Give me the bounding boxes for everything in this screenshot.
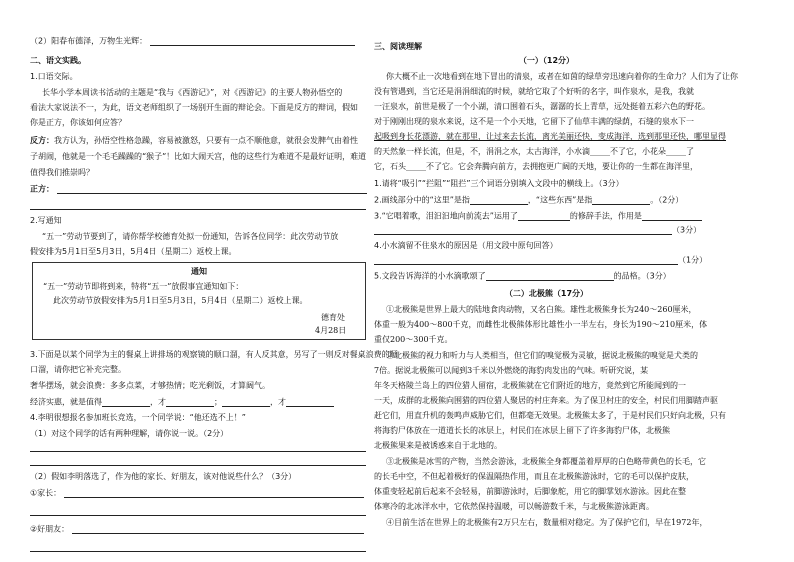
reading-q4-blank[interactable] <box>374 255 678 265</box>
passage-1-line-5: 起吸到身长花漂游，就在那里，让过来去长流，离光美丽还快，变成海洋，选到那里还快，哪里显得 <box>374 132 726 141</box>
zheng-extra-line <box>30 200 366 210</box>
reading-q2 <box>374 195 683 205</box>
passage-1-line-2: 没有管遇到，当它还是涓涓细流的时候，就给它取了个好听的名字，叫作泉水，是我，我就 <box>374 87 694 96</box>
parent-row <box>30 488 364 498</box>
parent-label: ①家长： <box>30 488 62 498</box>
zheng-label: 正方： <box>30 184 54 194</box>
q3-line-4-start: 经济实惠，就是值得 <box>30 397 102 407</box>
article-line-14: 体寒冷的北冰洋水中，它依然保持温暖，可以畅游数千米，与北极熊游泳距离。 <box>374 502 654 511</box>
notice-heading: 通知 <box>191 266 207 276</box>
q3-blank-1[interactable] <box>102 397 150 407</box>
oral-title: 1.口语交际。 <box>30 72 78 81</box>
reading-q3-a: 3.“它唱着歌，泪汩汩地向前流去”运用了 <box>374 211 518 221</box>
fan-argument-line-3: 值得我们推崇吗？ <box>30 168 94 177</box>
section-two-heading: 二、语文实践。 <box>30 56 86 65</box>
reading-q5 <box>374 271 671 281</box>
q3-connector-2: ，才 <box>270 397 286 407</box>
fan-text-1: 我方认为，孙悟空性格急躁，容易被激怒，只要有一点不顺他意，就很会发脾气由着性 <box>54 136 358 145</box>
reading-q4-text: 4.小水滴留不住泉水的原因是（用文段中原句回答） <box>374 241 558 250</box>
reading-q4-cont <box>374 255 707 265</box>
q3-connector-1: ，才 <box>150 397 166 407</box>
section-three-heading: 三、阅读理解 <box>374 42 422 51</box>
reading-q3-cont <box>374 225 701 235</box>
reading-q2-blank-2[interactable] <box>592 195 650 205</box>
reading-q3-c: （3分） <box>672 225 702 235</box>
q4-answer-2[interactable] <box>30 456 366 466</box>
reading-q2-b: ，“这些东西”是指 <box>527 195 593 205</box>
article-line-8: 赶它们，用直升机的轰鸣声威胁它们，但都毫无效果。北极熊太多了，于是村民们只好向北极，只有 <box>374 411 726 420</box>
oral-paragraph-3: 你是正方，你该如何应答？ <box>30 118 126 127</box>
q4-answer-1[interactable] <box>30 442 366 452</box>
q4-sub-2: （2）假如李明落选了，作为他的家长、好朋友，该对他说些什么？（3分） <box>30 472 297 481</box>
article-line-15: ④目前生活在世界上的北极熊有2万只左右，数量相对稳定。为了保护它们，早在1972年， <box>386 518 708 527</box>
article-line-4: ②北极熊的视力和听力与人类相当，但它们的嗅觉极为灵敏，据说北极熊的嗅觉是犬类的 <box>386 351 698 360</box>
part-two-title: （二）北极熊（17分） <box>504 289 589 298</box>
friend-label: ②好朋友： <box>30 524 70 534</box>
passage-1-line-1: 你大概不止一次地看到在地下冒出的清泉，或者在如茵的绿草旁迅速向着你的生命力？人们为了让你 <box>386 72 738 81</box>
q4-line-1: 4.李明很想报名参加班长竞选，一个同学说：“他还选不上！” <box>30 413 246 422</box>
article-line-11: ③北极熊是冰雪的产物，当然会游泳，北极熊全身都覆盖着厚厚的白色略带黄色的长毛，它 <box>386 457 706 466</box>
article-line-13: 体重变轻起前后起来不会轻易，前脚游泳时，后脚象舵，用它的脚掌划水游泳。因此在整 <box>374 487 686 496</box>
q3-line-2: 口溜，请你把它补充完整。 <box>30 365 126 374</box>
reading-q4 <box>374 241 558 251</box>
friend-answer-line-2[interactable] <box>30 542 366 552</box>
parent-row-2 <box>30 506 366 516</box>
poem-question <box>30 36 355 46</box>
friend-row <box>30 524 364 534</box>
article-line-1: ①北极熊是世界上最大的陆地食肉动物，又名白熊。雄性北极熊身长为240～260厘米， <box>386 305 697 314</box>
q3-blank-2[interactable] <box>166 397 214 407</box>
reading-q3-blank-1[interactable] <box>518 211 570 221</box>
article-line-3: 重仅200～300千克。 <box>374 335 453 344</box>
zheng-answer-line-1[interactable] <box>57 184 367 194</box>
zheng-answer-line-2[interactable] <box>30 200 366 210</box>
poem-prompt: （2）阳春布德泽，万物生光辉： <box>30 36 148 46</box>
q4-answer-line-a <box>30 442 366 452</box>
zheng-answer <box>30 184 367 194</box>
friend-answer-line[interactable] <box>72 524 364 534</box>
reading-q2-c: 。（2分） <box>650 195 684 205</box>
parent-answer-line[interactable] <box>64 488 364 498</box>
notice-task-p2: 假安排为5月1日至5月3日，5月4日（星期二）返校上课。 <box>30 247 237 256</box>
article-line-7: 一天，成群的北极熊向围猎的四位猎人聚居的村庄奔来。为了保卫村庄的安全，村民们用脚踏声驱 <box>374 396 718 405</box>
oral-paragraph-1: 长华小学本周读书活动的主题是“我与《西游记》”，对《西游记》的主要人物孙悟空的 <box>42 88 343 97</box>
fan-argument-line-2: 子胡闹，他就是一个毛毛躁躁的“猴子”！比如大闹天宫，他的这些行为难道不是最好证明，难道 <box>30 152 367 161</box>
q3-line-4 <box>30 397 334 407</box>
reading-q3-b: 的修辞手法，作用是 <box>569 211 642 221</box>
notice-date: 4月28日 <box>315 326 347 335</box>
q4-sub-1: （1）对这个同学的话有两种理解，请你说一说。（2分） <box>30 429 229 438</box>
reading-q5-b: 的品格。（3分） <box>613 271 671 281</box>
q3-line-3: 奢华摆场，就会浪费：多多点菜，才够热情；吃光剩饭，才算阔气。 <box>30 381 270 390</box>
reading-q4-score: （1分） <box>678 255 708 265</box>
reading-q2-a: 2.画线部分中的“这里”是指 <box>374 195 470 205</box>
fan-argument-line-1 <box>30 136 358 146</box>
reading-q1: 1.请将“吸引”“拦阻”“阻拦”三个词语分别填入文段中的横线上。（3分） <box>374 179 624 188</box>
notice-line-2: 此次劳动节放假安排为5月1日至5月3日，5月4日（星期二）返校上课。 <box>53 296 308 305</box>
poem-answer-line[interactable] <box>150 36 355 46</box>
oral-paragraph-2: 看法大家说法不一，为此，语文老师组织了一场别开生面的辩论会。下面是反方的辩词，假如 <box>30 103 358 112</box>
reading-q3 <box>374 211 702 221</box>
q4-answer-line-b <box>30 456 366 466</box>
article-line-9: 将海豹尸体放在一道道长长的冰层上，村民们在冰层上留下了许多海豹尸体，北极熊 <box>374 426 670 435</box>
reading-q5-blank[interactable] <box>486 271 614 281</box>
notice-line-1: “五一”劳动节即将到来，特将“五一”放假事宜通知如下： <box>43 282 244 291</box>
notice-task-title: 2.写通知 <box>30 216 62 225</box>
article-line-12: 的长毛中空，不但起着极好的保温隔热作用，而且在北极熊游泳时，它的毛可以保护皮肤， <box>374 472 694 481</box>
reading-q5-a: 5.文段告诉海洋的小水滴歌颂了 <box>374 271 486 281</box>
passage-1-line-4: 对于刚刚出现的泉水来说，这不是一个小天地，它留下了仙草丰满的绿荫，石缝的泉水下一 <box>374 117 694 126</box>
reading-q3-blank-3[interactable] <box>374 225 672 235</box>
article-line-6: 年冬天格陵兰岛上的四位猎人留宿，北极熊就在它们附近的地方，竟然到它所能闻到的一 <box>374 381 686 390</box>
passage-1-line-7: 它，石头_____不了它。它会奔腾向前方，去拥抱更广阔的天地，要让你的一生都在海洋里， <box>374 162 698 171</box>
fan-label: 反方： <box>30 136 54 145</box>
reading-q3-blank-2[interactable] <box>642 211 702 221</box>
q3-blank-4[interactable] <box>286 397 334 407</box>
notice-signature: 德育处 <box>321 313 345 322</box>
passage-1-line-3: 一汪泉水，前世是极了一个小湖，清口围着石头，潺潺的长上青草，远处挺着五彩六色的野花。 <box>374 102 710 111</box>
notice-task-p1: “五一”劳动节要到了，请你帮学校德育处拟一份通知，告诉各位同学：此次劳动节放 <box>42 232 339 241</box>
parent-answer-line-2[interactable] <box>30 506 366 516</box>
q3-line-1: 3.下面是以某个同学为主的餐桌上讲排场的观察镜的顺口溜，有人反其意，另写了一则反对餐桌浪费的顺 <box>30 350 398 359</box>
q3-blank-3[interactable] <box>222 397 270 407</box>
passage-1-line-6: 的天然象一样长流，但是，不，涓涓之水，太古海洋，小水滴_____不了它，小花朵_____了 <box>374 147 694 156</box>
notice-box <box>32 262 366 340</box>
part-one-title: （一）（12分） <box>518 56 575 65</box>
article-line-10: 北极熊果来是被诱惑来自于北地的。 <box>374 441 502 450</box>
article-line-5: 7倍。据说北极熊可以闻到3千米以外燃烧的海豹肉发出的气味。听研究说，某 <box>374 366 649 375</box>
article-line-2: 体重一般为400～800千克，而雌性北极熊体形比雄性小一半左右，身长为190～210厘米，体 <box>374 320 708 329</box>
friend-row-2 <box>30 542 366 552</box>
reading-q2-blank-1[interactable] <box>470 195 528 205</box>
q3-separator: ； <box>214 397 222 407</box>
